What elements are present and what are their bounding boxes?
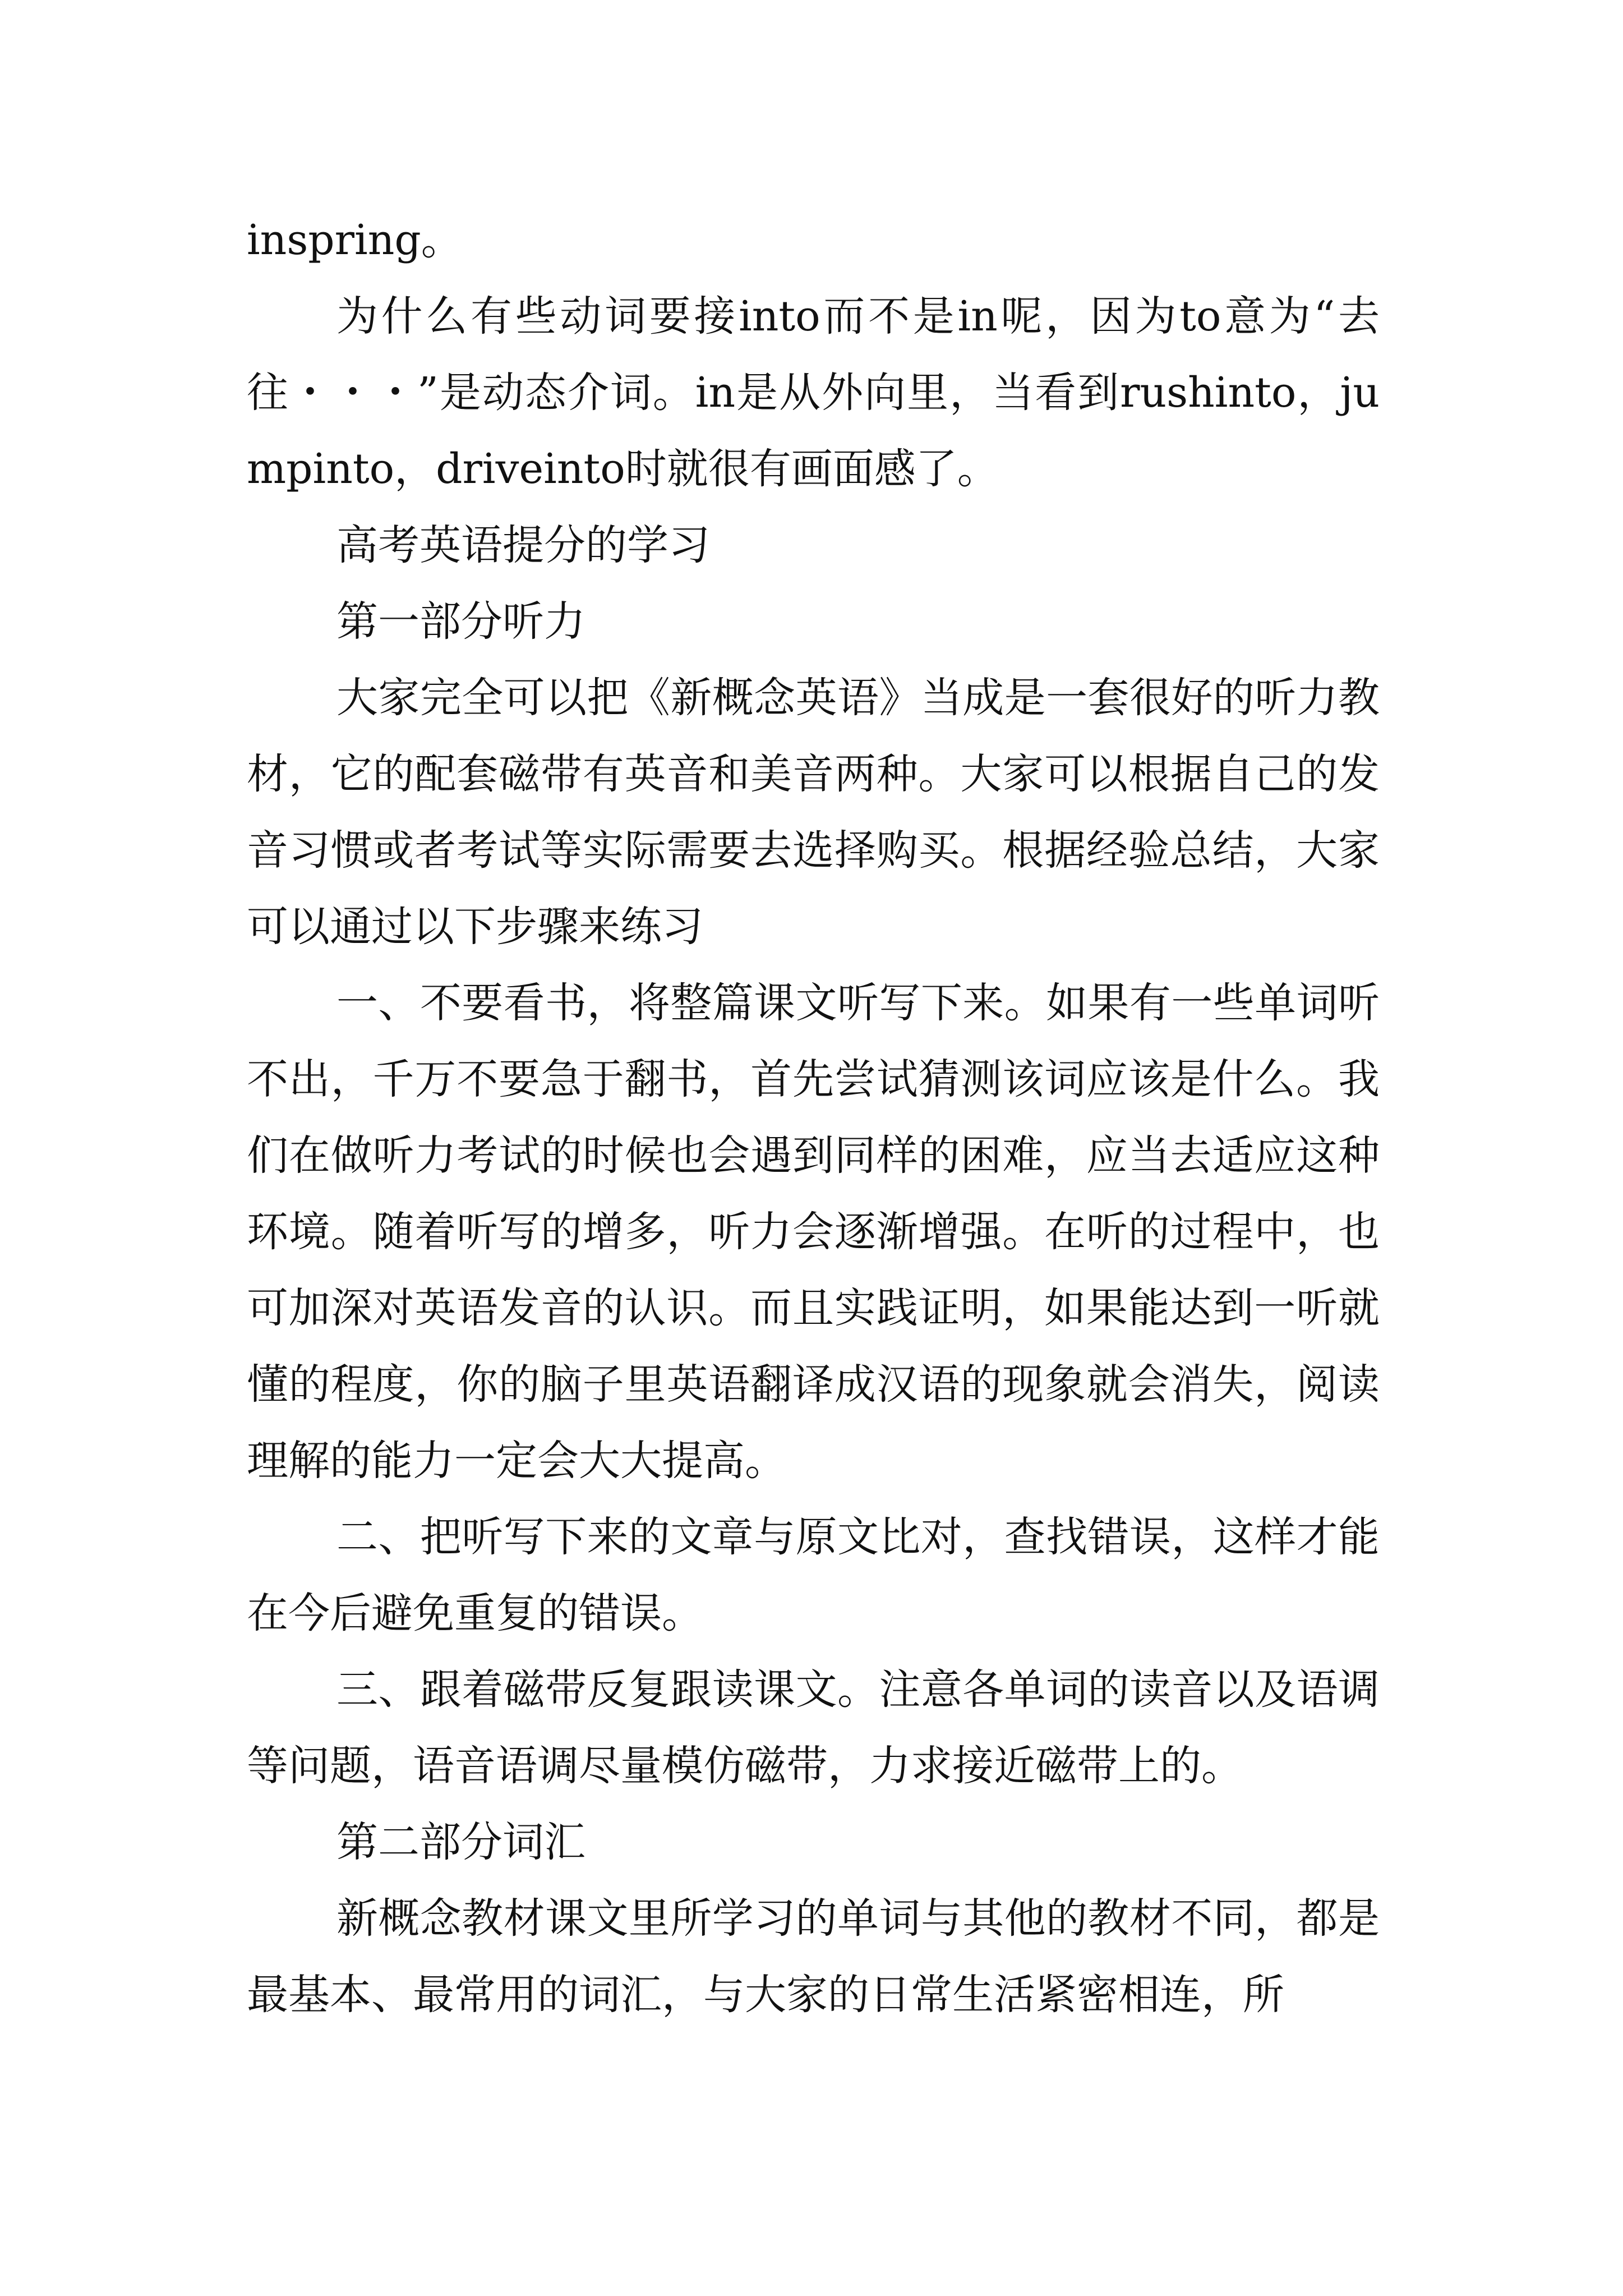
section-heading: 第一部分听力: [336, 597, 585, 646]
section-heading: 高考英语提分的学习: [336, 521, 710, 569]
paragraph: 三、跟着磁带反复跟读课文。注意各单词的读音以及语调等问题，语音语调尽量模仿磁带，力求接近磁带上的。: [247, 1665, 1380, 1790]
document-body: [247, 202, 1380, 2033]
paragraph: 一、不要看书，将整篇课文听写下来。如果有一些单词听不出，千万不要急于翻书，首先尝试猜测该词应该是什么。我们在做听力考试的时候也会遇到同样的困难，应当去适应这种环境。随着听写的增多，听力会逐渐增强。在听的过程中，也可加深对英语发音的认识。而且实践证明，如果能达到一听就懂的程度，你的脑子里英语翻译成汉语的现象就会消失，阅读理解的能力一定会大大提高。: [247, 979, 1380, 1485]
paragraph: 新概念教材课文里所学习的单词与其他的教材不同，都是最基本、最常用的词汇，与大家的日常生活紧密相连，所: [247, 1894, 1380, 2019]
paragraph: 为什么有些动词要接into而不是in呢，因为to意为“去往・・・”是动态介词。in是从外向里，当看到rushinto，jumpinto，driveinto时就很有画面感了。: [247, 292, 1380, 493]
section-heading: 第二部分词汇: [336, 1818, 585, 1866]
paragraph: 二、把听写下来的文章与原文比对，查找错误，这样才能在今后避免重复的错误。: [247, 1513, 1380, 1637]
paragraph: inspring。: [247, 216, 463, 264]
paragraph: 大家完全可以把《新概念英语》当成是一套很好的听力教材，它的配套磁带有英音和美音两种。大家可以根据自己的发音习惯或者考试等实际需要去选择购买。根据经验总结，大家可以通过以下步骤来练习: [247, 674, 1380, 951]
